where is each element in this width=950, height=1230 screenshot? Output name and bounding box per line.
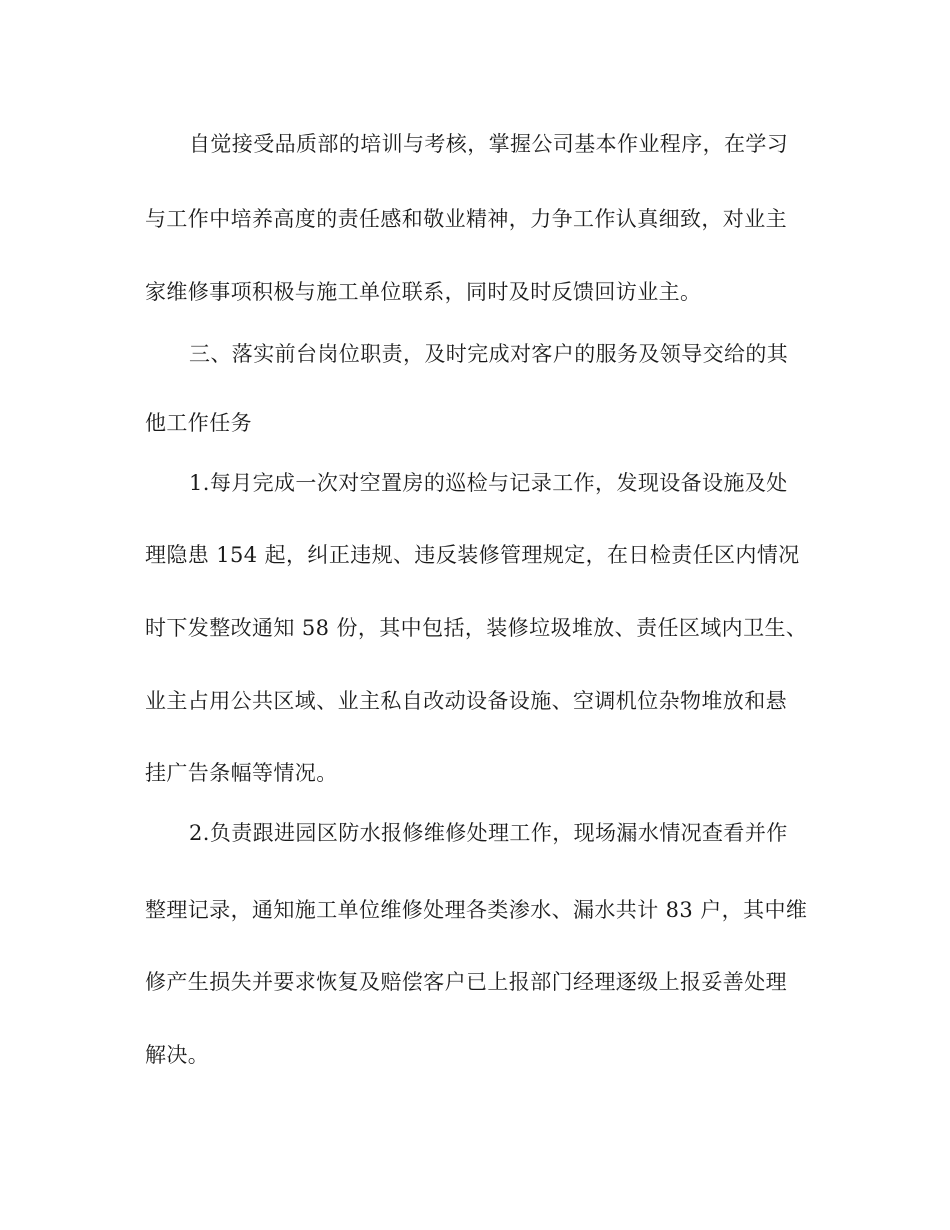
item-2-line-1: 2.负责跟进园区防水报修维修处理工作，现场漏水情况查看并作 bbox=[189, 821, 788, 845]
paragraph-1-line-1: 自觉接受品质部的培训与考核，掌握公司基本作业程序，在学习 bbox=[189, 132, 789, 156]
item-1-line-3: 时下发整改通知 58 份，其中包括，装修垃圾堆放、责任区域内卫生、 bbox=[145, 616, 808, 640]
item-1-line-2: 理隐患 154 起，纠正违规、违反装修管理规定，在日检责任区内情况 bbox=[145, 543, 800, 567]
section-heading-line-2: 他工作任务 bbox=[145, 411, 252, 435]
item-2-line-2: 整理记录，通知施工单位维修处理各类渗水、漏水共计 83 户，其中维 bbox=[145, 898, 808, 922]
item-2-line-3: 修产生损失并要求恢复及赔偿客户已上报部门经理逐级上报妥善处理 bbox=[145, 970, 787, 994]
paragraph-1-line-2: 与工作中培养高度的责任感和敬业精神，力争工作认真细致，对业主 bbox=[145, 207, 787, 231]
item-1-line-4: 业主占用公共区域、业主私自改动设备设施、空调机位杂物堆放和悬 bbox=[145, 689, 787, 713]
paragraph-1-line-3: 家维修事项积极与施工单位联系，同时及时反馈回访业主。 bbox=[145, 280, 702, 304]
section-heading-line-1: 三、落实前台岗位职责，及时完成对客户的服务及领导交给的其 bbox=[189, 342, 789, 366]
item-2-line-4: 解决。 bbox=[145, 1043, 210, 1067]
item-1-line-5: 挂广告条幅等情况。 bbox=[145, 761, 338, 785]
item-1-line-1: 1.每月完成一次对空置房的巡检与记录工作，发现设备设施及处 bbox=[189, 471, 788, 495]
